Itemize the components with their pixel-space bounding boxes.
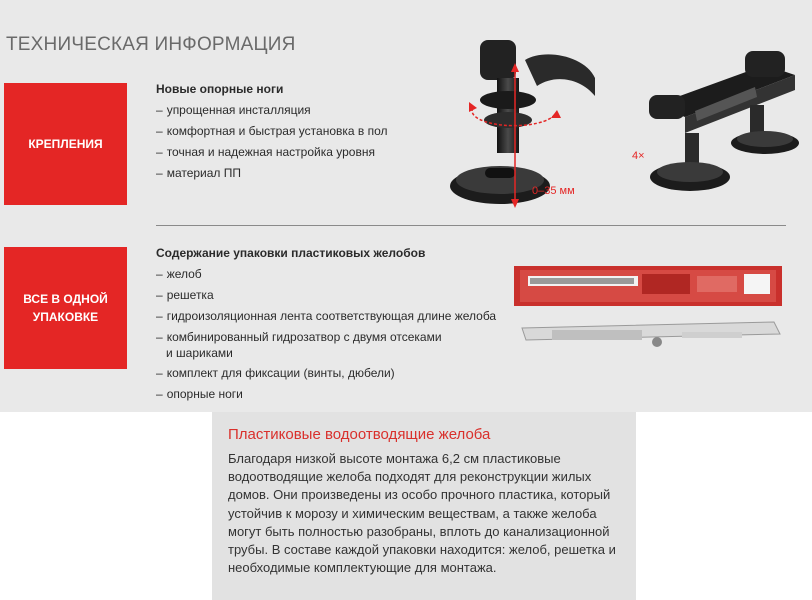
promo-body: Благодаря низкой высоте монтажа 6,2 см пластиковые водоотводящие желоба подходят для реконструкции жилых домов. Они произведены из особо прочного пластика, который устойчив к морозу и химическим веществам, а также желоба могут быть полностью разобраны, вплоть до канализационной трубы. В составе каждой упаковки находится: желоб, решетка и необходимые комплектующие для монтажа. (228, 451, 616, 576)
drain-frame-illustration (645, 45, 805, 200)
package-list (156, 264, 496, 405)
support-leg-illustration (445, 38, 595, 208)
quantity-label: 4× (632, 150, 645, 162)
list-item: – желоб (156, 267, 202, 281)
packaged-channel-illustration (512, 262, 784, 354)
feature-list (156, 100, 388, 184)
section-heading: Содержание упаковки пластиковых желобов (156, 246, 426, 260)
promo-heading: Пластиковые водоотводящие желоба (228, 426, 491, 443)
section-heading: Новые опорные ноги (156, 82, 284, 96)
list-item: – гидроизоляционная лента соответствующая длине желоба (156, 309, 497, 323)
height-range-label: 0–35 мм (532, 185, 575, 197)
list-item: – комбинированный гидрозатвор с двумя отсеками и шариками (156, 330, 442, 360)
list-item: – комплект для фиксации (винты, дюбели) (156, 366, 395, 380)
promo-box (212, 412, 636, 600)
section-divider (156, 225, 786, 226)
list-item: – решетка (156, 288, 214, 302)
page-title: ТЕХНИЧЕСКАЯ ИНФОРМАЦИЯ (6, 34, 296, 55)
list-item: – материал ПП (156, 166, 242, 180)
tag-all-in-one: ВСЕ В ОДНОЙ УПАКОВКЕ (4, 247, 127, 369)
list-item: – комфортная и быстрая установка в пол (156, 124, 388, 138)
section-package (156, 246, 496, 405)
list-item: – точная и надежная настройка уровня (156, 145, 375, 159)
tag-mounting: КРЕПЛЕНИЯ (4, 83, 127, 205)
list-item: – опорные ноги (156, 387, 243, 401)
section-mounting (156, 82, 388, 184)
list-item: – упрощенная инсталляция (156, 103, 311, 117)
